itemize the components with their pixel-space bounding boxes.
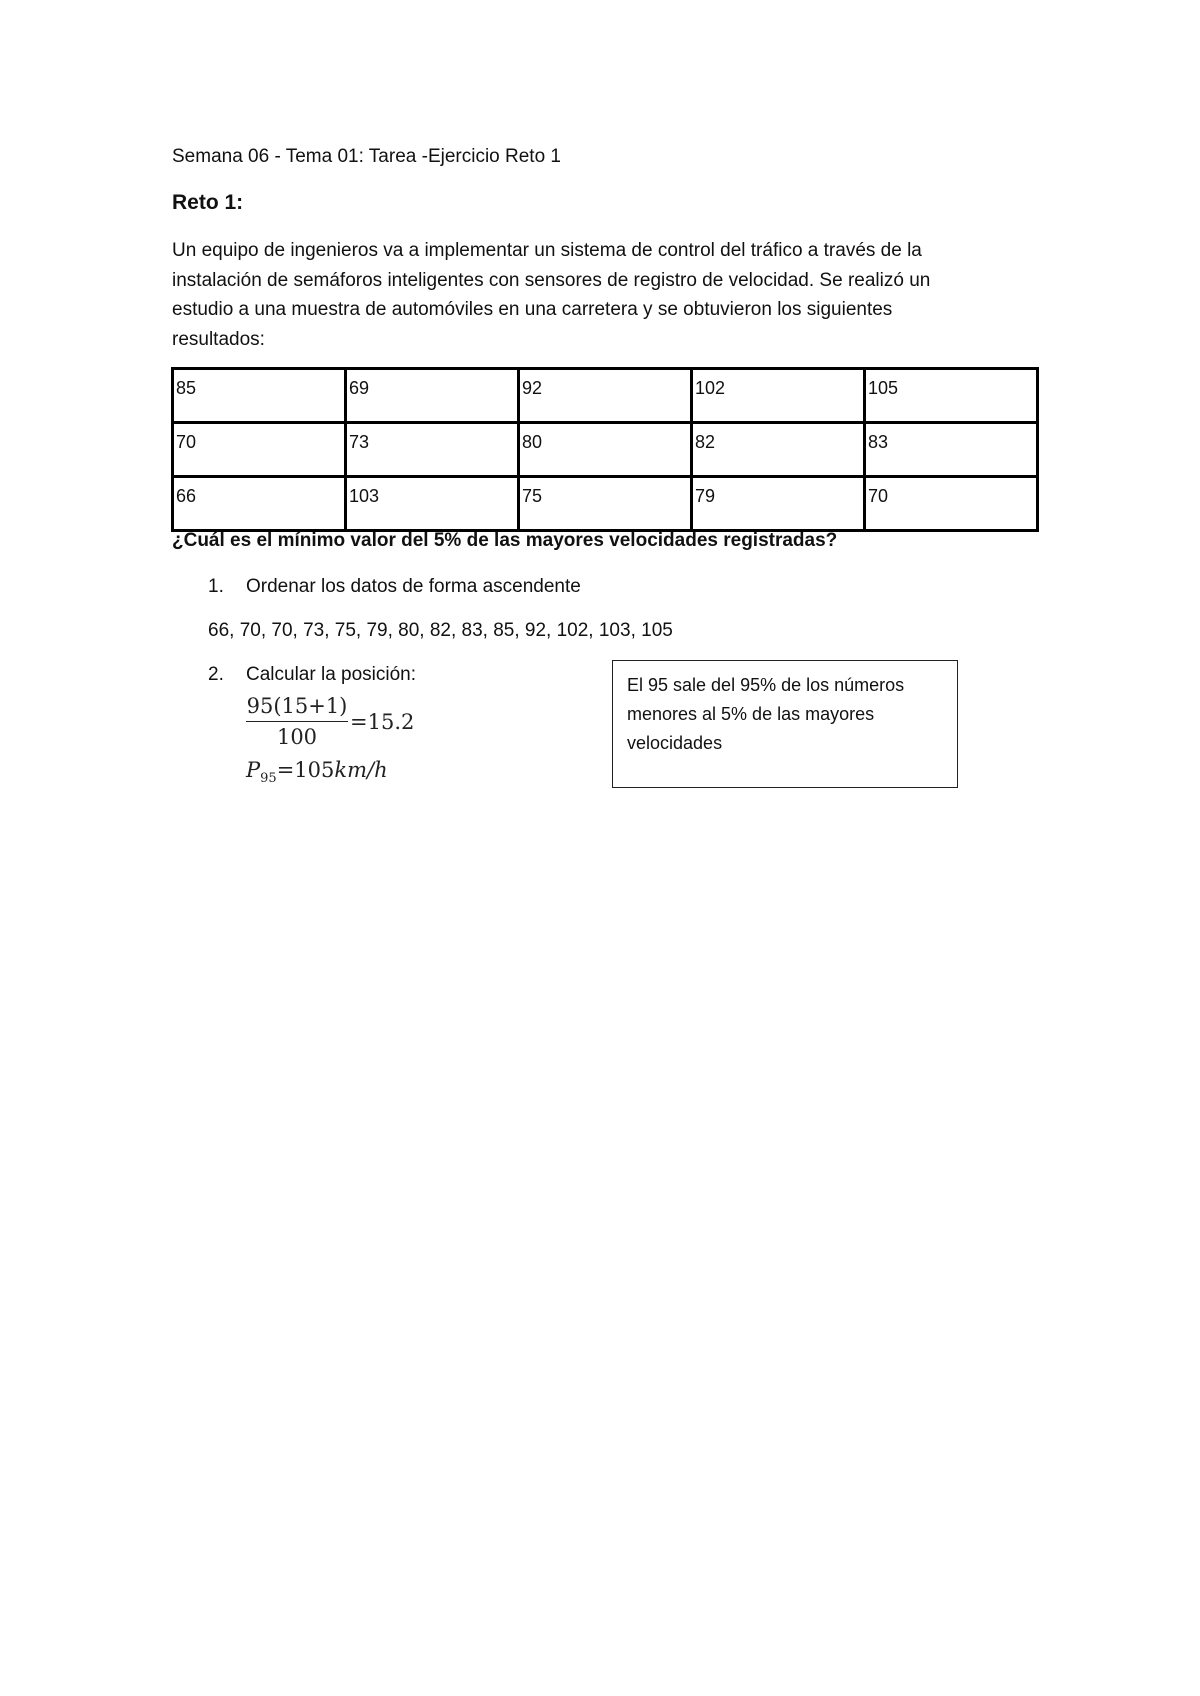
step-number: 1. [208,576,224,597]
sorted-values: 66, 70, 70, 73, 75, 79, 80, 82, 83, 85, 92, 102, 103, 105 [208,620,673,641]
fraction-denominator: 100 [276,725,318,749]
note-line: menores al 5% de las mayores [627,704,875,724]
table-cell: 69 [346,369,519,423]
document-header: Semana 06 - Tema 01: Tarea -Ejercicio Reto 1 [172,146,561,167]
table-cell: 82 [692,423,865,477]
note-line: velocidades [627,733,723,753]
table-cell: 83 [865,423,1038,477]
step-text: Calcular la posición: [246,664,417,685]
paragraph-line: estudio a una muestra de automóviles en una carretera y se obtuvieron los siguientes [172,299,893,320]
table-cell: 105 [865,369,1038,423]
percentile-subscript: 95 [260,771,277,787]
table-cell: 102 [692,369,865,423]
table-cell: 70 [865,477,1038,531]
percentile-symbol: P [246,758,261,782]
percentile-value: =105 [276,758,335,782]
table-row [173,477,1038,531]
table-cell: 66 [173,477,346,531]
note-line: El 95 sale del 95% de los números [627,675,905,695]
fraction-bar [246,721,348,722]
position-formula [246,692,466,792]
fraction-numerator: 95(15+1) [246,694,348,718]
step-number: 2. [208,664,224,685]
fraction [246,692,348,751]
question-heading: ¿Cuál es el mínimo valor del 5% de las mayores velocidades registradas? [172,530,838,551]
table-cell: 70 [173,423,346,477]
section-title: Reto 1: [172,191,244,214]
paragraph-line: Un equipo de ingenieros va a implementar un sistema de control del tráfico a través de la [172,240,922,261]
table-cell: 75 [519,477,692,531]
note-box [612,660,958,788]
table-cell: 85 [173,369,346,423]
formula-result: =15.2 [350,710,415,734]
table-cell: 79 [692,477,865,531]
paragraph-line: instalación de semáforos inteligentes con sensores de registro de velocidad. Se realizó un [172,269,931,291]
step-text: Ordenar los datos de forma ascendente [246,576,581,597]
problem-statement [172,236,992,354]
table-cell: 80 [519,423,692,477]
table-cell: 103 [346,477,519,531]
table-row [173,423,1038,477]
paragraph-line: resultados: [172,328,265,350]
percentile-unit: km/h [334,758,388,782]
table-cell: 92 [519,369,692,423]
step-1 [208,576,808,602]
table-row [173,369,1038,423]
step-2 [208,664,568,690]
table-cell: 73 [346,423,519,477]
speed-data-table [171,367,1039,532]
percentile-result [246,758,388,786]
